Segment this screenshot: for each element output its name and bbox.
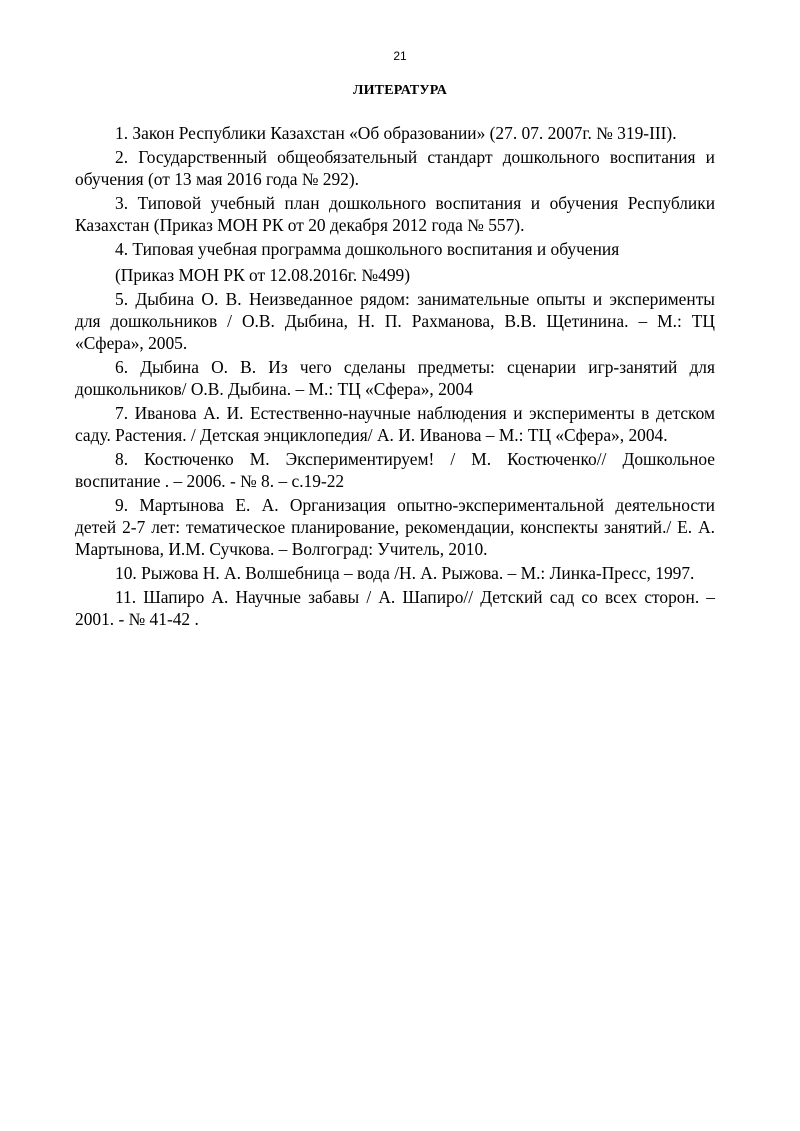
reference-item-4 [75, 238, 715, 286]
reference-item-2: 2. Государственный общеобязательный стандарт дошкольного воспитания и обучения (от 13 мая 2016 года № 292). [75, 147, 715, 189]
reference-item-4-text: 4. Типовая учебная программа дошкольного воспитания и обучения [115, 239, 620, 259]
reference-item-8: 8. Костюченко М. Экспериментируем! / М. Костюченко// Дошкольное воспитание . – 2006. - № 8. – с.19-22 [75, 449, 715, 491]
page-number: 21 [393, 49, 407, 63]
reference-item-11: 11. Шапиро А. Научные забавы / А. Шапиро// Детский сад со всех сторон. – 2001. - № 41-42 . [75, 587, 715, 629]
reference-list [75, 122, 715, 632]
reference-item-3: 3. Типовой учебный план дошкольного воспитания и обучения Республики Казахстан (Приказ МОН РК от 20 декабря 2012 года № 557). [75, 193, 715, 235]
reference-item-7: 7. Иванова А. И. Естественно-научные наблюдения и эксперименты в детском саду. Растения. / Детская энциклопедия/ А. И. Иванова – М.: ТЦ «Сфера», 2004. [75, 403, 715, 445]
reference-item-6: 6. Дыбина О. В. Из чего сделаны предметы: сценарии игр-занятий для дошкольников/ О.В. Дыбина. – М.: ТЦ «Сфера», 2004 [75, 357, 715, 399]
reference-item-1: 1. Закон Республики Казахстан «Об образовании» (27. 07. 2007г. № 319-III). [115, 123, 677, 143]
reference-item-9: 9. Мартынова Е. А. Организация опытно-экспериментальной деятельности детей 2-7 лет: тематическое планирование, рекомендации, конспекты занятий./ Е. А. Мартынова, И.М. Сучкова. – Волгоград: Учитель, 2010. [75, 495, 715, 559]
reference-item-5: 5. Дыбина О. В. Неизведанное рядом: занимательные опыты и эксперименты для дошкольников / О.В. Дыбина, Н. П. Рахманова, В.В. Щетинина. – М.: ТЦ «Сфера», 2005. [75, 289, 715, 353]
page-title: ЛИТЕРАТУРА [352, 83, 448, 98]
reference-item-4-continuation: (Приказ МОН РК от 12.08.2016г. №499) [115, 265, 411, 285]
reference-item-10: 10. Рыжова Н. А. Волшебница – вода /Н. А. Рыжова. – М.: Линка-Пресс, 1997. [115, 563, 695, 583]
